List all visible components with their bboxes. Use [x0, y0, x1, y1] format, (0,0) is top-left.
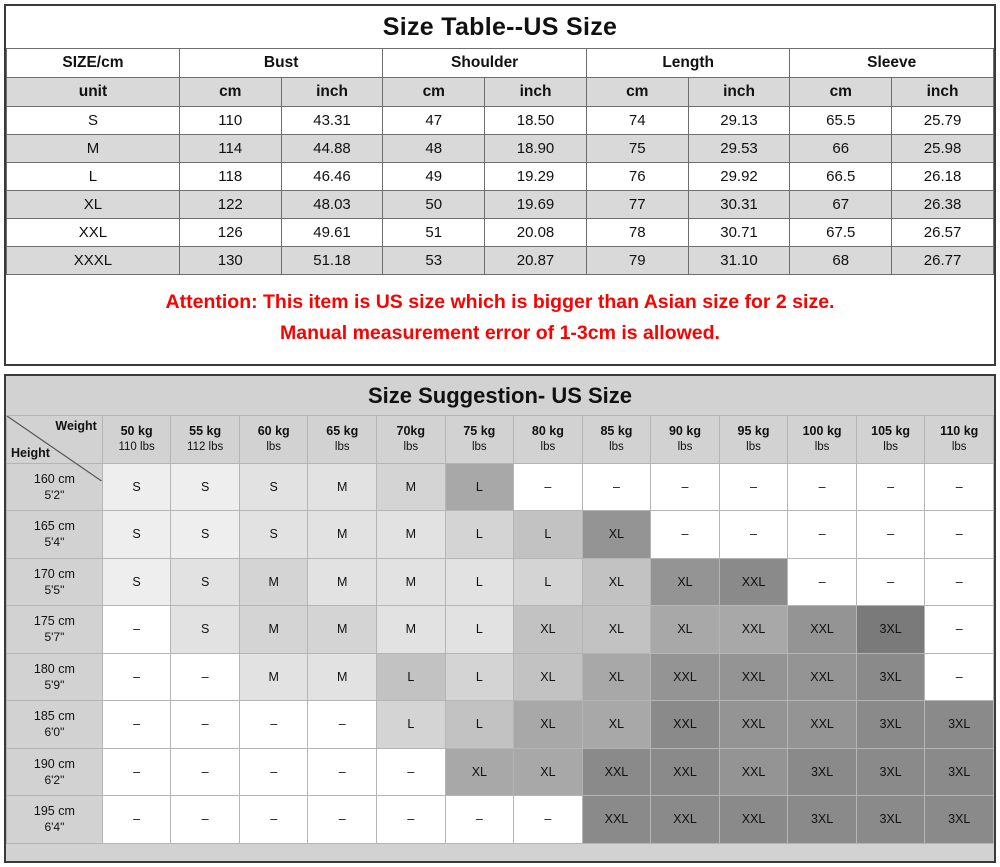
suggestion-cell: L: [445, 511, 514, 559]
suggestion-cell: –: [102, 606, 171, 654]
group-header-size: SIZE/cm: [7, 49, 180, 78]
weight-lbs: lbs: [883, 441, 898, 454]
suggestion-cell: –: [445, 796, 514, 844]
cell: 65.5: [790, 107, 892, 135]
row-size: L: [7, 163, 180, 191]
weight-kg: 100 kg: [802, 424, 842, 439]
suggestion-row: [7, 796, 994, 844]
weight-header-cell: [308, 416, 377, 464]
suggestion-cell: –: [239, 748, 308, 796]
weight-lbs: lbs: [677, 441, 693, 454]
suggestion-cell: L: [514, 558, 583, 606]
weight-kg: 50 kg: [120, 424, 153, 439]
weight-kg: 80 kg: [531, 424, 564, 439]
suggestion-cell: M: [239, 606, 308, 654]
weight-header-cell: [171, 416, 240, 464]
suggestion-cell: –: [651, 463, 720, 511]
suggestion-cell: XL: [514, 653, 583, 701]
suggestion-row: [7, 748, 994, 796]
suggestion-cell: 3XL: [856, 701, 925, 749]
suggestion-cell: XXL: [719, 748, 788, 796]
suggestion-cell: M: [308, 606, 377, 654]
suggestion-cell: M: [308, 653, 377, 701]
suggestion-cell: –: [102, 701, 171, 749]
suggestion-cell: –: [308, 796, 377, 844]
suggestion-cell: S: [171, 606, 240, 654]
suggestion-cell: S: [171, 463, 240, 511]
cell: 25.98: [892, 135, 994, 163]
suggestion-cell: S: [239, 463, 308, 511]
cell: 110: [179, 107, 281, 135]
cell: 77: [586, 191, 688, 219]
cell: 122: [179, 191, 281, 219]
table-row: [7, 163, 994, 191]
suggestion-cell: M: [377, 606, 446, 654]
weight-header-cell: [102, 416, 171, 464]
table-row: [7, 219, 994, 247]
suggestion-cell: –: [925, 463, 994, 511]
cell: 75: [586, 135, 688, 163]
cell: 18.50: [485, 107, 587, 135]
size-table-panel: [4, 4, 996, 366]
unit-length-inch: inch: [688, 78, 790, 107]
size-table-unit-row: [7, 78, 994, 107]
suggestion-cell: 3XL: [925, 701, 994, 749]
cell: 49: [383, 163, 485, 191]
cell: 20.87: [485, 247, 587, 275]
suggestion-cell: L: [377, 653, 446, 701]
cell: 66.5: [790, 163, 892, 191]
attention-line-1: Attention: This item is US size which is bigger than Asian size for 2 size.: [165, 291, 835, 313]
cell: 26.57: [892, 219, 994, 247]
cell: 19.29: [485, 163, 587, 191]
height-header-cell: [7, 748, 103, 796]
suggestion-cell: –: [171, 796, 240, 844]
suggestion-cell: –: [925, 558, 994, 606]
suggestion-cell: 3XL: [856, 748, 925, 796]
cell: 30.71: [688, 219, 790, 247]
attention-note: [6, 275, 994, 349]
weight-lbs: lbs: [746, 441, 761, 454]
suggestion-cell: XXL: [651, 653, 720, 701]
suggestion-row: [7, 606, 994, 654]
height-cm: 185 cm: [33, 709, 75, 724]
height-cm: 160 cm: [33, 471, 75, 486]
height-ft: 5'4": [44, 535, 65, 550]
suggestion-header-row: [7, 416, 994, 464]
height-ft: 6'4": [44, 820, 65, 835]
weight-lbs: lbs: [951, 441, 967, 454]
suggestion-cell: –: [925, 511, 994, 559]
height-cm: 175 cm: [33, 614, 75, 629]
cell: 48: [383, 135, 485, 163]
height-header-cell: [7, 511, 103, 559]
suggestion-cell: XL: [651, 558, 720, 606]
row-size: S: [7, 107, 180, 135]
unit-length-cm: cm: [586, 78, 688, 107]
group-header-shoulder: Shoulder: [383, 49, 587, 78]
unit-bust-inch: inch: [281, 78, 383, 107]
suggestion-cell: L: [377, 701, 446, 749]
weight-kg: 70kg: [396, 424, 426, 439]
size-table-body: [7, 49, 994, 275]
suggestion-cell: –: [514, 463, 583, 511]
height-ft: 6'2": [44, 772, 65, 787]
suggestion-cell: XXL: [719, 701, 788, 749]
suggestion-cell: –: [856, 511, 925, 559]
suggestion-cell: XXL: [788, 701, 857, 749]
suggestion-cell: 3XL: [925, 796, 994, 844]
suggestion-cell: –: [377, 748, 446, 796]
weight-header-cell: [445, 416, 514, 464]
suggestion-cell: –: [582, 463, 651, 511]
height-cm: 170 cm: [33, 566, 75, 581]
size-table-title: Size Table--US Size: [382, 13, 618, 41]
height-header-cell: [7, 701, 103, 749]
suggestion-cell: L: [445, 463, 514, 511]
suggestion-cell: –: [719, 463, 788, 511]
suggestion-cell: –: [514, 796, 583, 844]
weight-header-cell: [582, 416, 651, 464]
suggestion-cell: XL: [445, 748, 514, 796]
suggestion-cell: –: [308, 748, 377, 796]
suggestion-cell: 3XL: [788, 748, 857, 796]
weight-lbs: lbs: [609, 441, 624, 454]
cell: 51: [383, 219, 485, 247]
cell: 67: [790, 191, 892, 219]
unit-shoulder-inch: inch: [485, 78, 587, 107]
cell: 46.46: [281, 163, 383, 191]
suggestion-cell: 3XL: [788, 796, 857, 844]
suggestion-row: [7, 511, 994, 559]
height-header-cell: [7, 653, 103, 701]
suggestion-cell: XXL: [719, 606, 788, 654]
cell: 114: [179, 135, 281, 163]
suggestion-cell: S: [102, 558, 171, 606]
height-ft: 5'7": [44, 630, 65, 645]
size-table: [6, 48, 994, 275]
suggestion-cell: XXL: [719, 653, 788, 701]
height-cm: 195 cm: [33, 804, 75, 819]
weight-header-cell: [651, 416, 720, 464]
suggestion-cell: –: [788, 511, 857, 559]
cell: 66: [790, 135, 892, 163]
height-cm: 165 cm: [33, 519, 75, 534]
suggestion-cell: M: [239, 558, 308, 606]
size-suggestion-body: [7, 416, 994, 844]
cell: 26.77: [892, 247, 994, 275]
suggestion-cell: –: [171, 701, 240, 749]
unit-label: unit: [7, 78, 180, 107]
axis-corner-cell: [7, 416, 103, 464]
table-row: [7, 191, 994, 219]
suggestion-cell: –: [239, 701, 308, 749]
weight-kg: 90 kg: [668, 424, 701, 439]
height-axis-label: Height: [11, 445, 50, 460]
cell: 26.38: [892, 191, 994, 219]
attention-line-2: Manual measurement error of 1-3cm is allowed.: [280, 322, 720, 344]
suggestion-cell: M: [308, 463, 377, 511]
weight-lbs: lbs: [814, 441, 830, 454]
cell: 26.18: [892, 163, 994, 191]
suggestion-cell: S: [171, 511, 240, 559]
weight-lbs: 110 lbs: [118, 441, 155, 454]
suggestion-cell: –: [925, 653, 994, 701]
suggestion-cell: XXL: [719, 558, 788, 606]
cell: 78: [586, 219, 688, 247]
suggestion-cell: XXL: [582, 748, 651, 796]
cell: 29.92: [688, 163, 790, 191]
row-size: XL: [7, 191, 180, 219]
row-size: M: [7, 135, 180, 163]
table-row: [7, 247, 994, 275]
suggestion-cell: L: [445, 606, 514, 654]
suggestion-cell: M: [308, 511, 377, 559]
height-cm: 190 cm: [33, 756, 75, 771]
suggestion-cell: XXL: [788, 653, 857, 701]
cell: 31.10: [688, 247, 790, 275]
suggestion-cell: M: [377, 463, 446, 511]
suggestion-cell: L: [514, 511, 583, 559]
suggestion-cell: –: [102, 653, 171, 701]
cell: 29.53: [688, 135, 790, 163]
height-header-cell: [7, 606, 103, 654]
suggestion-cell: –: [788, 463, 857, 511]
cell: 18.90: [485, 135, 587, 163]
suggestion-cell: XL: [514, 701, 583, 749]
suggestion-cell: M: [377, 558, 446, 606]
group-header-bust: Bust: [179, 49, 383, 78]
group-header-length: Length: [586, 49, 790, 78]
height-cm: 180 cm: [33, 661, 75, 676]
cell: 126: [179, 219, 281, 247]
suggestion-cell: XL: [582, 606, 651, 654]
weight-header-cell: [377, 416, 446, 464]
weight-axis-label: Weight: [55, 419, 97, 433]
weight-lbs: lbs: [471, 441, 487, 454]
weight-header-cell: [514, 416, 583, 464]
height-header-cell: [7, 796, 103, 844]
suggestion-cell: L: [445, 701, 514, 749]
suggestion-cell: –: [171, 653, 240, 701]
suggestion-cell: XL: [582, 701, 651, 749]
suggestion-cell: XL: [651, 606, 720, 654]
cell: 25.79: [892, 107, 994, 135]
suggestion-cell: XL: [514, 748, 583, 796]
suggestion-cell: S: [102, 511, 171, 559]
suggestion-cell: XL: [582, 511, 651, 559]
suggestion-cell: XXL: [719, 796, 788, 844]
cell: 50: [383, 191, 485, 219]
unit-shoulder-cm: cm: [383, 78, 485, 107]
suggestion-cell: S: [171, 558, 240, 606]
cell: 130: [179, 247, 281, 275]
height-ft: 5'2": [44, 487, 65, 502]
group-header-sleeve: Sleeve: [790, 49, 994, 78]
unit-sleeve-cm: cm: [790, 78, 892, 107]
suggestion-row: [7, 463, 994, 511]
cell: 79: [586, 247, 688, 275]
weight-lbs: lbs: [403, 441, 419, 454]
weight-lbs: lbs: [540, 441, 556, 454]
suggestion-cell: –: [856, 463, 925, 511]
unit-bust-cm: cm: [179, 78, 281, 107]
table-row: [7, 135, 994, 163]
weight-header-cell: [856, 416, 925, 464]
suggestion-cell: XXL: [651, 748, 720, 796]
cell: 51.18: [281, 247, 383, 275]
suggestion-cell: S: [102, 463, 171, 511]
weight-lbs: lbs: [334, 441, 350, 454]
suggestion-cell: XXL: [788, 606, 857, 654]
suggestion-cell: –: [102, 796, 171, 844]
cell: 47: [383, 107, 485, 135]
weight-header-cell: [788, 416, 857, 464]
suggestion-cell: –: [925, 606, 994, 654]
suggestion-row: [7, 558, 994, 606]
weight-kg: 105 kg: [871, 424, 911, 439]
suggestion-row: [7, 653, 994, 701]
table-row: [7, 107, 994, 135]
suggestion-cell: –: [788, 558, 857, 606]
cell: 118: [179, 163, 281, 191]
weight-kg: 95 kg: [737, 424, 770, 439]
weight-header-cell: [239, 416, 308, 464]
weight-kg: 65 kg: [326, 424, 359, 439]
unit-sleeve-inch: inch: [892, 78, 994, 107]
suggestion-cell: 3XL: [856, 653, 925, 701]
suggestion-cell: –: [239, 796, 308, 844]
weight-kg: 75 kg: [463, 424, 496, 439]
size-suggestion-table: [6, 415, 994, 844]
height-ft: 6'0": [44, 725, 65, 740]
suggestion-cell: XL: [582, 653, 651, 701]
cell: 49.61: [281, 219, 383, 247]
weight-kg: 55 kg: [189, 424, 222, 439]
weight-header-cell: [925, 416, 994, 464]
row-size: XXL: [7, 219, 180, 247]
cell: 68: [790, 247, 892, 275]
suggestion-cell: –: [856, 558, 925, 606]
suggestion-cell: 3XL: [856, 796, 925, 844]
size-suggestion-panel: [4, 374, 996, 863]
cell: 48.03: [281, 191, 383, 219]
cell: 29.13: [688, 107, 790, 135]
cell: 74: [586, 107, 688, 135]
weight-header-cell: [719, 416, 788, 464]
suggestion-cell: L: [445, 558, 514, 606]
cell: 44.88: [281, 135, 383, 163]
suggestion-cell: –: [719, 511, 788, 559]
suggestion-cell: XL: [582, 558, 651, 606]
suggestion-cell: –: [377, 796, 446, 844]
suggestion-cell: XXL: [582, 796, 651, 844]
height-ft: 5'5": [44, 582, 65, 597]
weight-lbs: 112 lbs: [187, 441, 224, 454]
suggestion-cell: M: [239, 653, 308, 701]
suggestion-row: [7, 701, 994, 749]
cell: 43.31: [281, 107, 383, 135]
cell: 20.08: [485, 219, 587, 247]
weight-kg: 60 kg: [257, 424, 290, 439]
height-ft: 5'9": [44, 677, 65, 692]
size-table-group-header-row: [7, 49, 994, 78]
suggestion-cell: XL: [514, 606, 583, 654]
weight-kg: 110 kg: [940, 424, 979, 439]
height-header-cell: [7, 558, 103, 606]
size-suggestion-title: Size Suggestion- US Size: [367, 383, 633, 408]
cell: 19.69: [485, 191, 587, 219]
suggestion-cell: S: [239, 511, 308, 559]
suggestion-cell: XXL: [651, 701, 720, 749]
suggestion-cell: 3XL: [856, 606, 925, 654]
suggestion-cell: M: [377, 511, 446, 559]
suggestion-cell: M: [308, 558, 377, 606]
suggestion-cell: –: [651, 511, 720, 559]
suggestion-cell: –: [308, 701, 377, 749]
suggestion-cell: XXL: [651, 796, 720, 844]
cell: 53: [383, 247, 485, 275]
row-size: XXXL: [7, 247, 180, 275]
cell: 30.31: [688, 191, 790, 219]
suggestion-cell: –: [171, 748, 240, 796]
suggestion-cell: 3XL: [925, 748, 994, 796]
weight-kg: 85 kg: [600, 424, 633, 439]
cell: 76: [586, 163, 688, 191]
cell: 67.5: [790, 219, 892, 247]
suggestion-cell: –: [102, 748, 171, 796]
suggestion-cell: L: [445, 653, 514, 701]
weight-lbs: lbs: [266, 441, 282, 454]
